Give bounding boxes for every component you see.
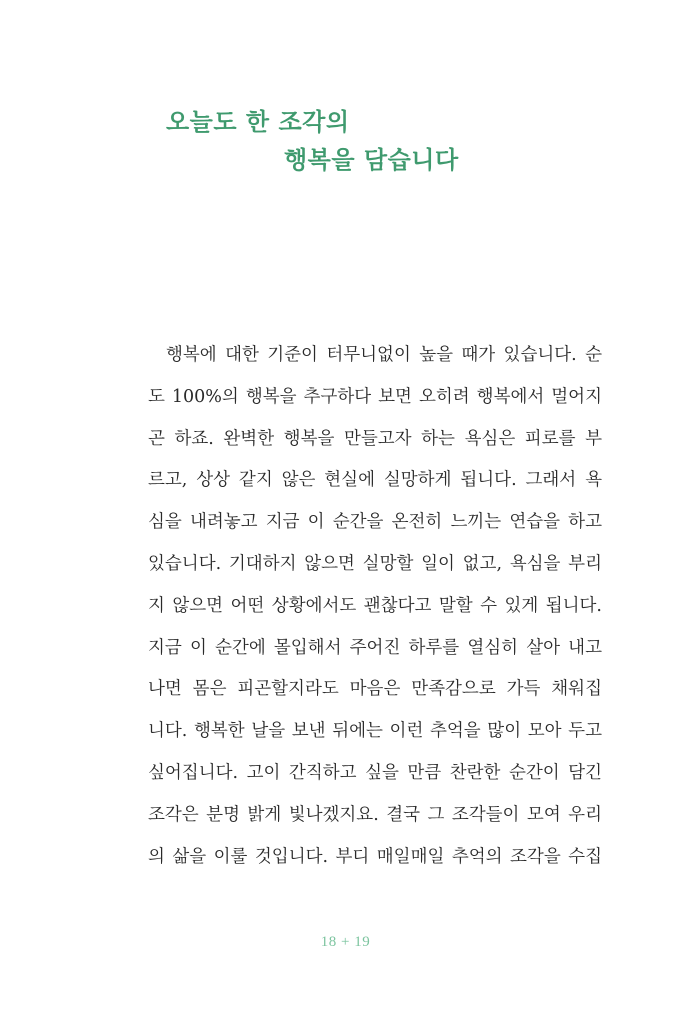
title-line-2: 행복을 담습니다 <box>284 145 459 174</box>
body-line: 싶어집니다. 고이 간직하고 싶을 만큼 찬란한 순간이 담긴 <box>148 762 602 783</box>
body-line: 있습니다. 기대하지 않으면 실망할 일이 없고, 욕심을 부리 <box>148 553 602 574</box>
body-line: 르고, 상상 같지 않은 현실에 실망하게 됩니다. 그래서 욕 <box>148 470 602 491</box>
body-line: 조각은 분명 밝게 빛나겠지요. 결국 그 조각들이 모여 우리 <box>148 804 602 825</box>
page-number: 18 + 19 <box>320 934 371 950</box>
body-line: 행복에 대한 기준이 터무니없이 높을 때가 있습니다. 순 <box>166 345 602 365</box>
body-line: 나면 몸은 피곤할지라도 마음은 만족감으로 가득 채워집 <box>148 679 602 700</box>
body-line: 지금 이 순간에 몰입해서 주어진 하루를 열심히 살아 내고 <box>148 637 602 658</box>
title-line-1: 오늘도 한 조각의 <box>166 107 350 136</box>
body-line: 심을 내려놓고 지금 이 순간을 온전히 느끼는 연습을 하고 <box>148 512 602 533</box>
body-line: 곤 하죠. 완벽한 행복을 만들고자 하는 욕심은 피로를 부 <box>148 428 602 449</box>
body-paragraph <box>148 335 602 878</box>
body-line: 니다. 행복한 날을 보낸 뒤에는 이런 추억을 많이 모아 두고 <box>148 721 602 742</box>
body-line: 도 100%의 행복을 추구하다 보면 오히려 행복에서 멀어지 <box>148 386 602 407</box>
body-line: 의 삶을 이룰 것입니다. 부디 매일매일 추억의 조각을 수집 <box>148 846 602 867</box>
body-line: 지 않으면 어떤 상황에서도 괜찮다고 말할 수 있게 됩니다. <box>148 595 602 616</box>
